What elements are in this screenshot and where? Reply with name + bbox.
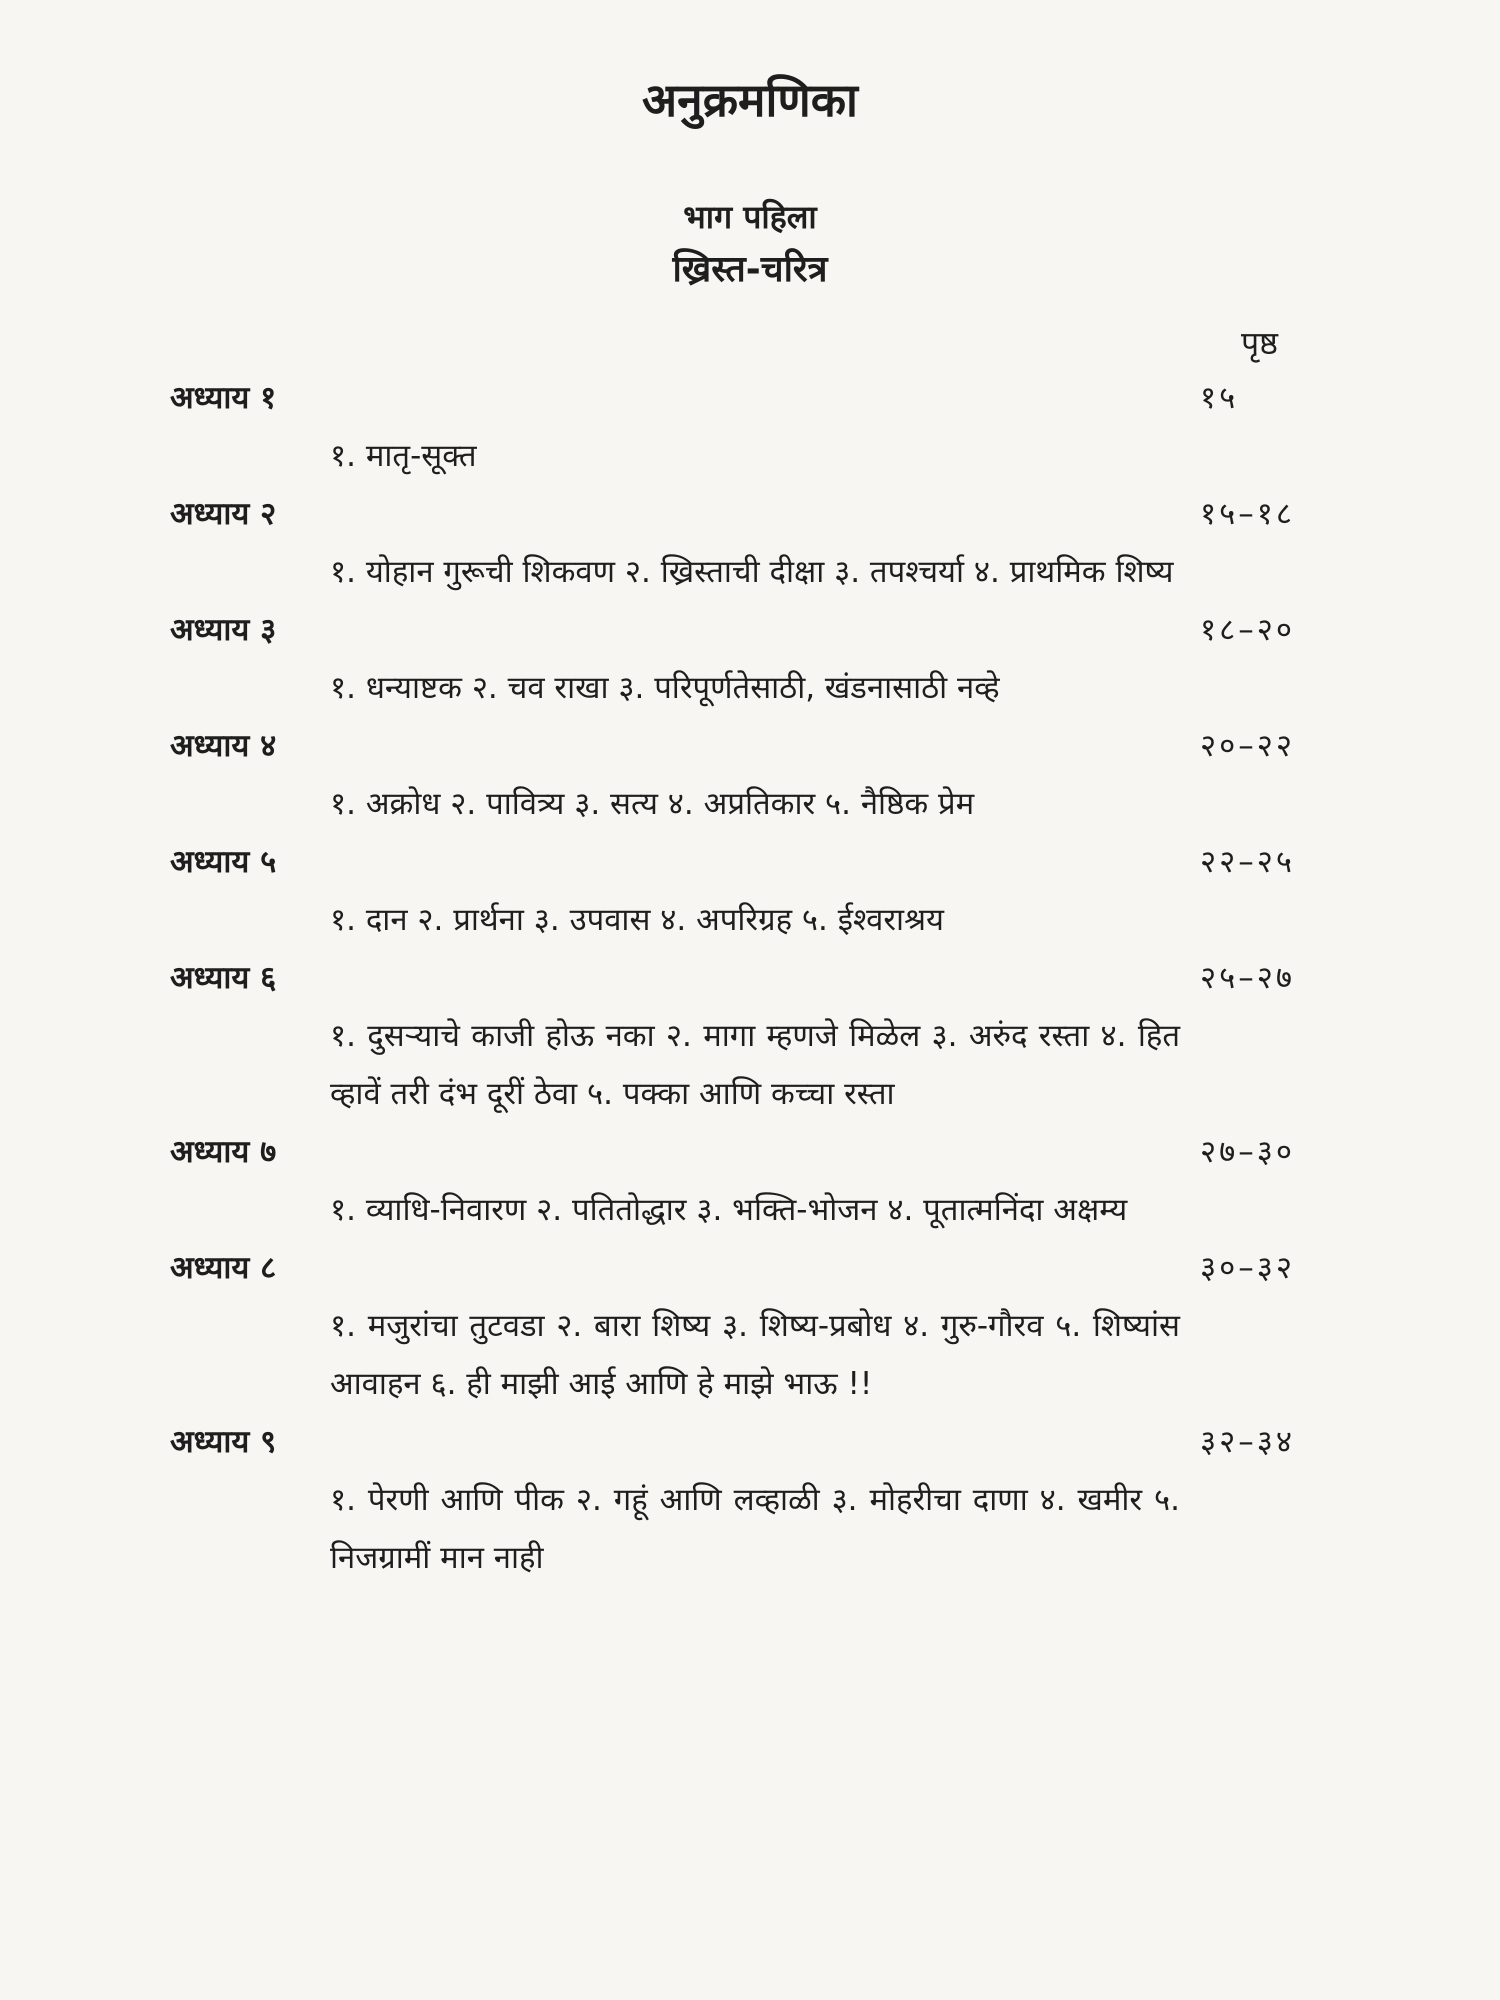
chapter-name: अध्याय ६ [170,960,277,996]
chapter-entry [150,833,1350,949]
chapter-topics: १. मजुरांचा तुटवडा २. बारा शिष्य ३. शिष्य-प्रबोध ४. गुरु-गौरव ५. शिष्यांस आवाहन ६. ही माझी आई आणि हे माझे भाऊ !! [330,1308,1180,1402]
chapter-name: अध्याय ४ [170,728,277,764]
part-label: भाग पहिला [683,198,817,236]
chapter-pages: २२–२५ [1200,844,1295,880]
chapter-name: अध्याय १ [170,380,277,416]
chapter-topics: १. दान २. प्रार्थना ३. उपवास ४. अपरिग्रह ५. ईश्वराश्रय [330,902,944,938]
page-column-label: पृष्ठ [1240,324,1278,362]
chapter-name: अध्याय ८ [170,1250,277,1286]
chapter-entry [150,949,1350,1123]
chapter-topics: १. अक्रोध २. पावित्र्य ३. सत्य ४. अप्रतिकार ५. नैष्ठिक प्रेम [330,786,975,822]
page-title: अनुक्रमणिका [642,73,858,127]
chapter-entry [150,601,1350,717]
chapter-entry [150,717,1350,833]
chapter-pages: ३२–३४ [1200,1424,1295,1460]
chapter-topics: १. व्याधि-निवारण २. पतितोद्धार ३. भक्ति-भोजन ४. पूतात्मनिंदा अक्षम्य [330,1192,1128,1228]
chapter-name: अध्याय ५ [170,844,277,880]
chapter-topics: १. पेरणी आणि पीक २. गहूं आणि लव्हाळी ३. मोहरीचा दाणा ४. खमीर ५. निजग्रामीं मान नाही [330,1482,1180,1576]
chapter-entry [150,369,1350,485]
chapter-name: अध्याय ७ [170,1134,277,1170]
chapter-entry [150,485,1350,601]
chapter-entry [150,1239,1350,1413]
chapter-name: अध्याय ३ [170,612,277,648]
chapter-pages: १८–२० [1200,612,1295,648]
chapter-list [150,369,1350,1587]
chapter-topics: १. मातृ-सूक्त [330,438,477,474]
chapter-topics: १. धन्याष्टक २. चव राखा ३. परिपूर्णतेसाठी, खंडनासाठी नव्हे [330,670,1000,706]
chapter-pages: १५ [1200,380,1239,416]
chapter-topics: १. दुसऱ्याचे काजी होऊ नका २. मागा म्हणजे मिळेल ३. अरुंद रस्ता ४. हित व्हावें तरी दंभ दूरीं ठेवा ५. पक्का आणि कच्चा रस्ता [330,1018,1180,1112]
chapter-pages: ३०–३२ [1200,1250,1295,1286]
chapter-entry [150,1123,1350,1239]
chapter-name: अध्याय ९ [170,1424,277,1460]
chapter-pages: १५–१८ [1200,496,1295,532]
chapter-entry [150,1413,1350,1587]
chapter-pages: २७–३० [1200,1134,1295,1170]
chapter-pages: २५–२७ [1200,960,1295,996]
part-title: ख्रिस्त-चरित्र [672,249,828,290]
chapter-name: अध्याय २ [170,496,277,532]
chapter-topics: १. योहान गुरूची शिकवण २. ख्रिस्ताची दीक्षा ३. तपश्चर्या ४. प्राथमिक शिष्य [330,554,1174,590]
chapter-pages: २०–२२ [1200,728,1295,764]
